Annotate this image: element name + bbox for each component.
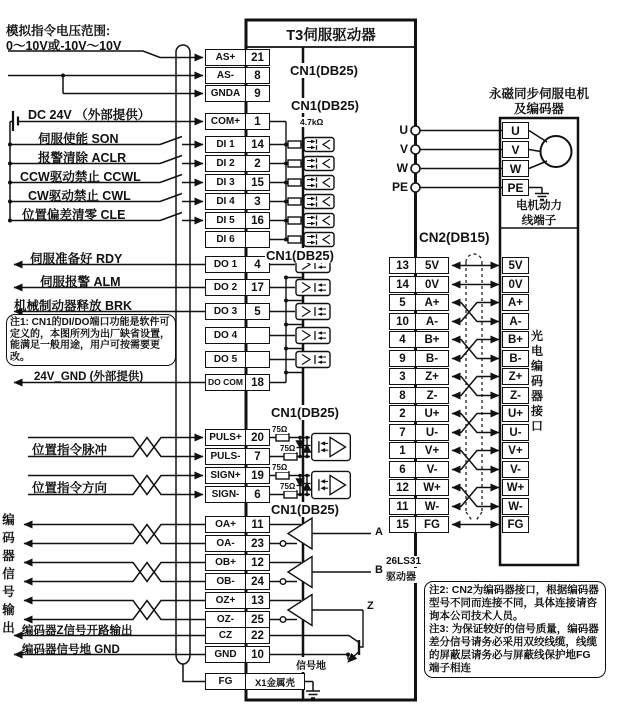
cn1-pin-label: DI 3 — [205, 174, 246, 191]
cn1-pin-label: OB- — [205, 573, 246, 590]
cn1-pin-number: 13 — [245, 592, 270, 609]
cn1-pin-label: COM+ — [205, 113, 246, 130]
cn1-pin-label: DO 5 — [205, 351, 246, 368]
cn1-pin-number: 16 — [245, 212, 270, 229]
cn2-pin-label: B+ — [415, 331, 449, 348]
cn1-pin-label: DO 4 — [205, 327, 246, 344]
cn1-pin-number: 18 — [245, 374, 270, 391]
encoder-output-vertical-label: 编码器信号输出 — [2, 513, 15, 635]
cn1-pin-label: DO 3 — [205, 303, 246, 320]
cn1-pin-number: 23 — [245, 535, 270, 552]
driver-chip-label-1: 26LS31 — [386, 556, 422, 567]
motor-title-1: 永磁同步伺服电机 — [488, 87, 589, 101]
cn1-header-2: CN1(DB25) — [291, 98, 359, 113]
cn2-pin-number: 15 — [389, 516, 416, 533]
cn2-pin-number: 9 — [389, 350, 416, 367]
cn2-pin-number: 5 — [389, 294, 416, 311]
cn1-pin-label: OZ+ — [205, 592, 246, 609]
cn2-pin-number: 12 — [389, 479, 416, 496]
cn1-pin-label: GNDA — [205, 85, 246, 102]
cn1-pin-number: 6 — [245, 486, 270, 503]
sign-resistor-label-2: 75Ω — [280, 481, 296, 491]
cz-output-label: 编码器Z信号开路输出 — [22, 624, 133, 637]
cn1-pin-label: DO 2 — [205, 279, 246, 296]
cn1-header-4: CN1(DB25) — [271, 405, 339, 420]
cn2-pin-label: FG — [415, 516, 449, 533]
cn1-pin-number: 21 — [245, 49, 270, 66]
cn1-pin-label: OA- — [205, 535, 246, 552]
cn1-pin-label: DO 1 — [205, 256, 246, 273]
motor-encoder-terminal: V+ — [502, 442, 529, 459]
di-signal-label: 伺服使能 SON — [38, 132, 119, 146]
cn2-pin-number: 11 — [389, 498, 416, 515]
cn2-pin-number: 6 — [389, 461, 416, 478]
gnd24-label: 24V_GND (外部提供) — [34, 371, 144, 383]
cn1-pin-label: AS- — [205, 67, 246, 84]
uvw-wires — [411, 126, 502, 192]
pulse-resistor-label-2: 75Ω — [280, 443, 296, 453]
encoder-interface-vertical-label: 光电编码器接口 — [530, 329, 543, 433]
motor-encoder-terminal: B- — [502, 350, 529, 367]
note1-box: 注1: CN1的DI/DO端口功能是软件可定义的，本图所列为出厂缺省设置，能满足一般用途，用户可按需要更改。 — [6, 314, 176, 366]
motor-encoder-terminal: Z- — [502, 387, 529, 404]
cn1-pin-number: 14 — [245, 136, 270, 153]
cn2-pin-label: W- — [415, 498, 449, 515]
shield-cable — [176, 45, 205, 682]
cn1-pin-label: DI 2 — [205, 155, 246, 172]
motor-encoder-terminal: 5V — [502, 257, 529, 274]
motor-power-terminal: PE — [502, 179, 529, 196]
motor-title-2: 及编码器 — [513, 102, 564, 116]
motor-power-terminal: W — [502, 160, 529, 177]
notes23-box — [424, 581, 606, 678]
cn1-pin-number: 8 — [245, 67, 270, 84]
dc24v-label: DC 24V （外部提供） — [28, 108, 151, 122]
cn2-pin-number: 2 — [389, 405, 416, 422]
do-signal-label: 机械制动器释放 BRK — [14, 299, 133, 313]
cn1-pin-label: DO COM — [205, 374, 246, 391]
cn1-pin-number: 24 — [245, 573, 270, 590]
driver-chip-label-2: 驱动器 — [385, 568, 417, 583]
cn1-header-5: CN1(DB25) — [271, 502, 339, 517]
note2-text: 注2: CN2为编码器接口，根据编码器型号不同而连接不同，具体连接请咨询本公司技术人员。 — [429, 584, 599, 622]
cn1-pin-number: 17 — [245, 279, 270, 296]
motor-power-terminal: V — [502, 141, 529, 158]
line-driver-circuit — [270, 518, 371, 647]
cn2-pin-label: Z+ — [415, 368, 449, 385]
cn1-pin-number: 25 — [245, 611, 270, 628]
cn1-fg-shell: X1金属壳 — [245, 673, 305, 690]
cn2-header: CN2(DB15) — [419, 230, 490, 245]
motor-power-terminal-label-1: 电机动力 — [516, 200, 562, 212]
cn1-pin-number — [245, 327, 270, 344]
cn1-pin-label: AS+ — [205, 49, 246, 66]
motor-encoder-terminal: FG — [502, 516, 529, 533]
cn2-pin-label: U- — [415, 424, 449, 441]
cn2-pin-label: Z- — [415, 387, 449, 404]
cn1-pin-label: PULS- — [205, 448, 246, 465]
phase-a-label: A — [375, 526, 383, 538]
cn1-pin-label: OZ- — [205, 611, 246, 628]
cn1-pin-number — [245, 231, 270, 248]
cn2-pin-number: 10 — [389, 313, 416, 330]
cn1-pin-number: 15 — [245, 174, 270, 191]
cn2-pin-number: 1 — [389, 442, 416, 459]
cn1-pin-number — [245, 351, 270, 368]
cn1-pin-number: 9 — [245, 85, 270, 102]
cn1-header-3: CN1(DB25) — [266, 248, 334, 263]
cn1-pin-label: PULS+ — [205, 429, 246, 446]
cn1-pin-number: 10 — [245, 646, 270, 663]
cn2-wires — [452, 266, 499, 525]
drive-output-label: W — [396, 161, 408, 175]
pulse-resistor-label-1: 75Ω — [272, 424, 288, 434]
di-signal-label: CCW驱动禁止 CCWL — [20, 170, 141, 184]
motor-encoder-terminal: V- — [502, 461, 529, 478]
signal-ground-label: 信号地 — [295, 657, 327, 672]
drive-title: T3伺服驱动器 — [286, 28, 376, 44]
cn2-pin-label: 5V — [415, 257, 449, 274]
cn1-pin-number: 1 — [245, 113, 270, 130]
cn2-pin-label: 0V — [415, 276, 449, 293]
cn2-pin-label: U+ — [415, 405, 449, 422]
cn1-pin-label: SIGN- — [205, 486, 246, 503]
drive-output-label: U — [399, 123, 408, 137]
cn2-pin-label: W+ — [415, 479, 449, 496]
encoder-gnd-label: 编码器信号地 GND — [22, 643, 120, 656]
cn2-pin-label: A+ — [415, 294, 449, 311]
motor-encoder-terminal: A+ — [502, 294, 529, 311]
motor-encoder-terminal: W- — [502, 498, 529, 515]
cn2-pin-label: V+ — [415, 442, 449, 459]
cn1-pin-label: GND — [205, 646, 246, 663]
sign-resistor-label-1: 75Ω — [272, 462, 288, 472]
cn1-pin-label: SIGN+ — [205, 467, 246, 484]
motor-encoder-terminal: A- — [502, 313, 529, 330]
cn1-pin-label: OB+ — [205, 554, 246, 571]
di-signal-label: 位置偏差清零 CLE — [22, 208, 126, 222]
drive-output-label: V — [399, 142, 408, 156]
cn2-pin-number: 7 — [389, 424, 416, 441]
cn2-pin-number: 13 — [389, 257, 416, 274]
motor-power-terminal: U — [502, 122, 529, 139]
di-signal-label: 报警清除 ACLR — [38, 151, 127, 165]
fg-ground — [305, 682, 320, 699]
cn1-pin-label: DI 1 — [205, 136, 246, 153]
motor-power-terminal-label-2: 线端子 — [521, 215, 557, 227]
cn1-pin-number: 3 — [245, 193, 270, 210]
phase-z-label: Z — [367, 600, 374, 612]
cn1-pin-number: 7 — [245, 448, 270, 465]
analog-range-label-2: 0～10V或-10V～10V — [6, 39, 122, 53]
motor-encoder-terminal: W+ — [502, 479, 529, 496]
cn1-pin-label: DI 4 — [205, 193, 246, 210]
cn1-pin-label: CZ — [205, 627, 246, 644]
note3-text: 注3: 为保证较好的信号质量，编码器差分信号请务必采用双绞线缆，线缆的屏蔽层请务必与屏蔽线保护地FG端子相连 — [429, 623, 599, 674]
cn2-pin-number: 14 — [389, 276, 416, 293]
do-signal-label: 伺服准备好 RDY — [30, 252, 123, 266]
analog-range-label-1: 模拟指令电压范围: — [6, 24, 111, 38]
motor-encoder-terminal: U- — [502, 424, 529, 441]
cn2-pin-number: 3 — [389, 368, 416, 385]
pulse-command-label: 位置指令脉冲 — [32, 442, 108, 457]
cn1-pin-number: 12 — [245, 554, 270, 571]
cn1-pin-number: 20 — [245, 429, 270, 446]
di-signal-label: CW驱动禁止 CWL — [28, 189, 131, 203]
cn2-pin-number: 8 — [389, 387, 416, 404]
di-resistor-label: 4.7kΩ — [300, 117, 324, 127]
cn1-pin-number: 19 — [245, 467, 270, 484]
analog-wires — [8, 51, 203, 94]
motor-encoder-terminal: Z+ — [502, 368, 529, 385]
cn1-pin-label: DI 5 — [205, 212, 246, 229]
phase-b-label: B — [375, 564, 383, 576]
cn1-pin-label: OA+ — [205, 516, 246, 533]
cn1-pin-number: 4 — [245, 256, 270, 273]
drive-output-label: PE — [391, 180, 408, 194]
cn1-pin-label: DI 6 — [205, 231, 246, 248]
motor-symbol — [529, 131, 572, 169]
cn1-pin-number: 11 — [245, 516, 270, 533]
cn1-pin-number: 2 — [245, 155, 270, 172]
cn1-pin-number: 22 — [245, 627, 270, 644]
cn2-pin-label: A- — [415, 313, 449, 330]
cn2-pin-label: B- — [415, 350, 449, 367]
cn1-header-1: CN1(DB25) — [290, 63, 358, 78]
motor-encoder-terminal: U+ — [502, 405, 529, 422]
cn1-fg-label: FG — [205, 673, 246, 690]
do-signal-label: 伺服报警 ALM — [40, 275, 121, 289]
direction-command-label: 位置指令方向 — [32, 480, 108, 495]
motor-encoder-terminal: B+ — [502, 331, 529, 348]
cn1-pin-number: 5 — [245, 303, 270, 320]
cn2-pin-label: V- — [415, 461, 449, 478]
cn2-pin-number: 4 — [389, 331, 416, 348]
motor-encoder-terminal: 0V — [502, 276, 529, 293]
